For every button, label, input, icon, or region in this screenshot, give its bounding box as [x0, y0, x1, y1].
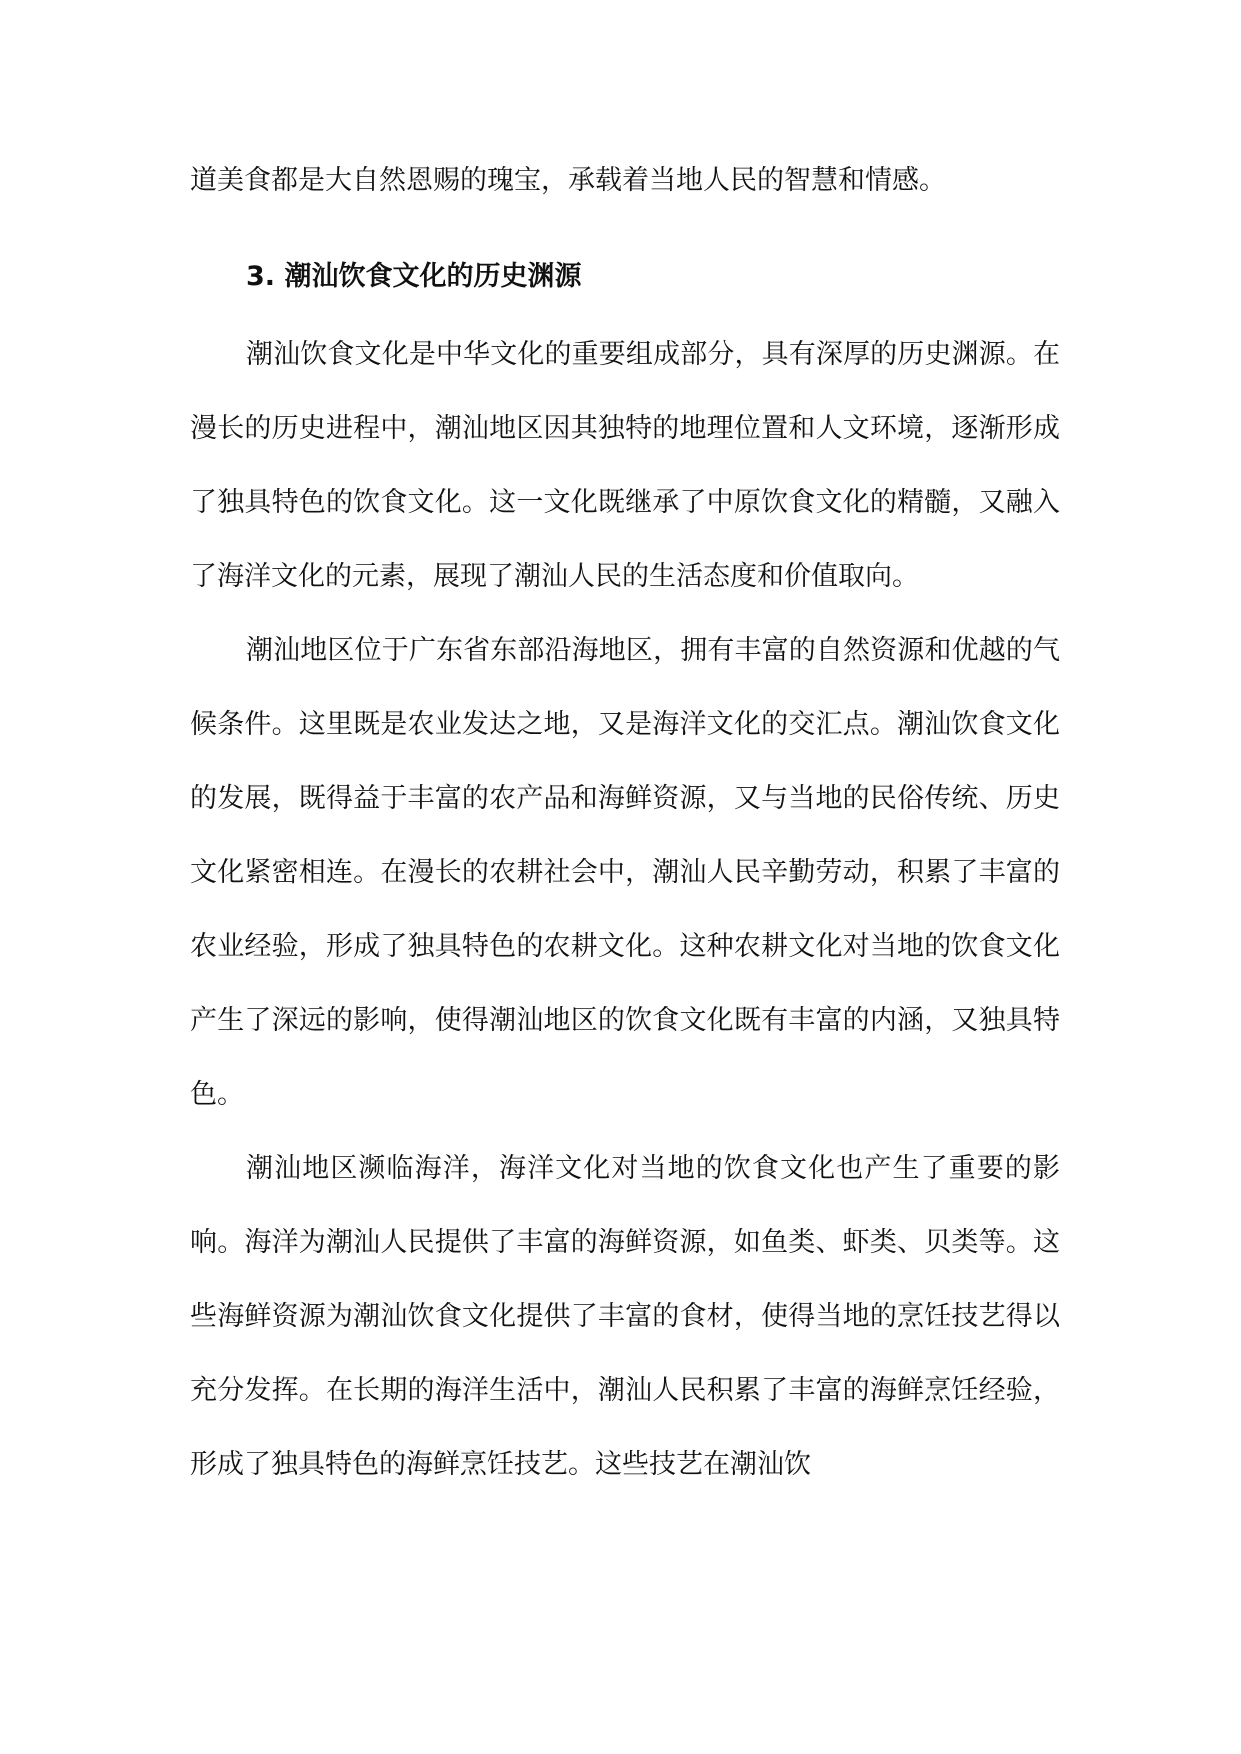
- paragraph-history: 潮汕饮食文化是中华文化的重要组成部分，具有深厚的历史渊源。在漫长的历史进程中，潮汕地区因其独特的地理位置和人文环境，逐渐形成了独具特色的饮食文化。这一文化既继承了中原饮食文化的精髓，又融入了海洋文化的元素，展现了潮汕人民的生活态度和价值取向。: [190, 339, 1060, 592]
- carryover-paragraph: 道美食都是大自然恩赐的瑰宝，承载着当地人民的智慧和情感。: [190, 165, 946, 196]
- paragraph-geography: 潮汕地区位于广东省东部沿海地区，拥有丰富的自然资源和优越的气候条件。这里既是农业发达之地，又是海洋文化的交汇点。潮汕饮食文化的发展，既得益于丰富的农产品和海鲜资源，又与当地的民俗传统、历史文化紧密相连。在漫长的农耕社会中，潮汕人民辛勤劳动，积累了丰富的农业经验，形成了独具特色的农耕文化。这种农耕文化对当地的饮食文化产生了深远的影响，使得潮汕地区的饮食文化既有丰富的内涵，又独具特色。: [190, 635, 1060, 1110]
- body-text: [190, 144, 1060, 1502]
- section-heading: 3. 潮汕饮食文化的历史渊源: [246, 261, 582, 292]
- paragraph-ocean: 潮汕地区濒临海洋，海洋文化对当地的饮食文化也产生了重要的影响。海洋为潮汕人民提供了丰富的海鲜资源，如鱼类、虾类、贝类等。这些海鲜资源为潮汕饮食文化提供了丰富的食材，使得当地的烹饪技艺得以充分发挥。在长期的海洋生活中，潮汕人民积累了丰富的海鲜烹饪经验，形成了独具特色的海鲜烹饪技艺。这些技艺在潮汕饮: [190, 1153, 1060, 1480]
